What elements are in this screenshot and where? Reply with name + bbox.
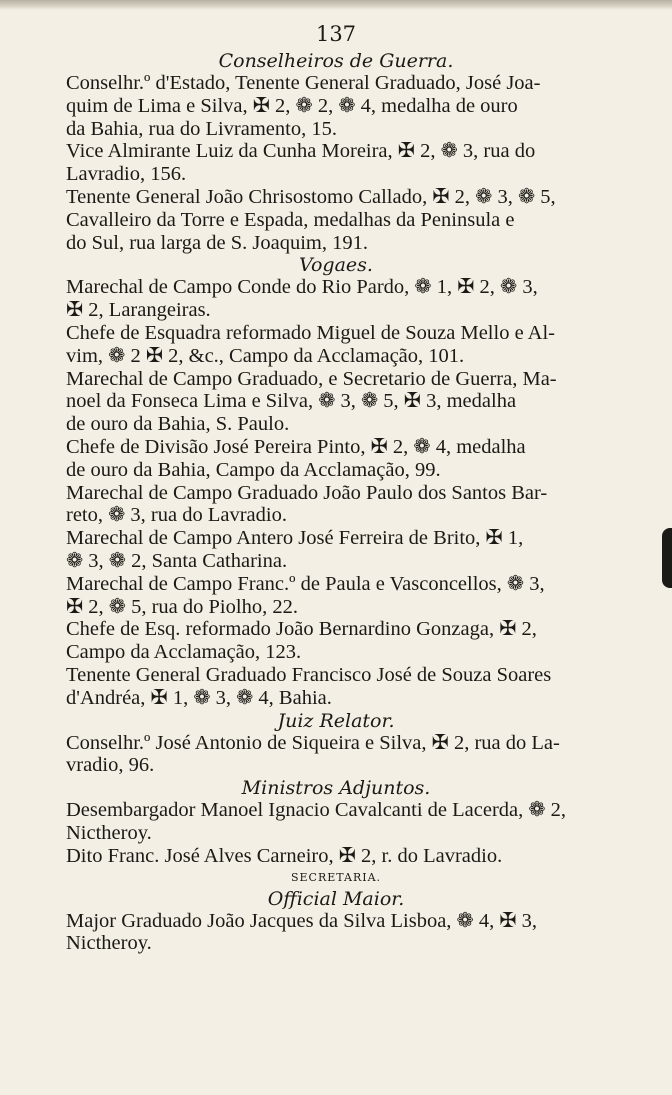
- entry-line: Marechal de Campo Graduado, e Secretario de Guerra, Ma-: [66, 367, 557, 390]
- entry-line: Chefe de Divisão José Pereira Pinto, ✠ 2, ❁ 4, medalha: [66, 435, 526, 458]
- directory-entry: [0, 322, 672, 368]
- section-heading: SECRETARIA.: [290, 870, 382, 884]
- entry-line: Marechal de Campo Antero José Ferreira de Brito, ✠ 1,: [66, 527, 524, 550]
- entry-line: reto, ❁ 3, rua do Lavradio.: [66, 504, 287, 527]
- directory-entry: [0, 910, 672, 956]
- directory-entry: [0, 845, 672, 868]
- entry-line: noel da Fonseca Lima e Silva, ❁ 3, ❁ 5, ✠ 3, medalha: [66, 390, 517, 413]
- entry-line: Nictheroy.: [66, 932, 152, 955]
- entry-line: vradio, 96.: [66, 754, 155, 777]
- entry-line: Conselhr.º José Antonio de Siqueira e Silva, ✠ 2, rua do La-: [66, 731, 560, 754]
- entry-line: Lavradio, 156.: [66, 163, 187, 186]
- entry-line: ✠ 2, ❁ 5, rua do Piolho, 22.: [66, 595, 298, 618]
- directory-entry: [0, 573, 672, 619]
- entry-line: de ouro da Bahia, Campo da Acclamação, 99.: [66, 458, 441, 481]
- section-heading: Ministros Adjuntos.: [241, 777, 431, 800]
- entry-line: vim, ❁ 2 ✠ 2, &c., Campo da Acclamação, 101.: [66, 344, 465, 367]
- directory-entry: [0, 618, 672, 664]
- page-number: 137: [315, 22, 357, 46]
- page-top-rule: [0, 0, 672, 10]
- entry-line: Cavalleiro da Torre e Espada, medalhas da Peninsula e: [66, 208, 515, 231]
- section-heading: Official Maior.: [267, 887, 405, 910]
- entry-line: Tenente General Graduado Francisco José de Souza Soares: [66, 663, 552, 686]
- entry-line: Chefe de Esq. reformado João Bernardino Gonzaga, ✠ 2,: [66, 618, 537, 641]
- section-heading: Conselheiros de Guerra.: [218, 50, 454, 72]
- directory-entry: [0, 664, 672, 710]
- directory-entry: [0, 436, 672, 482]
- entry-line: Major Graduado João Jacques da Silva Lisboa, ❁ 4, ✠ 3,: [66, 909, 538, 932]
- entry-line: Nictheroy.: [66, 821, 152, 844]
- section-heading: Juiz Relator.: [277, 709, 395, 732]
- directory-entry: [0, 482, 672, 528]
- entry-line: Desembargador Manoel Ignacio Cavalcanti de Lacerda, ❁ 2,: [66, 799, 567, 822]
- entry-line: Tenente General João Chrisostomo Callado, ✠ 2, ❁ 3, ❁ 5,: [66, 185, 556, 208]
- entry-line: ✠ 2, Larangeiras.: [66, 299, 211, 322]
- entry-line: quim de Lima e Silva, ✠ 2, ❁ 2, ❁ 4, medalha de ouro: [66, 94, 518, 117]
- entry-line: Chefe de Esquadra reformado Miguel de Souza Mello e Al-: [66, 321, 555, 344]
- directory-entry: [0, 276, 672, 322]
- directory-entry: [0, 72, 672, 140]
- entry-line: do Sul, rua larga de S. Joaquim, 191.: [66, 231, 368, 254]
- entry-line: ❁ 3, ❁ 2, Santa Catharina.: [66, 549, 288, 572]
- directory-entry: [0, 527, 672, 573]
- entry-line: de ouro da Bahia, S. Paulo.: [66, 413, 290, 436]
- entry-line: da Bahia, rua do Livramento, 15.: [66, 117, 337, 140]
- document-page: [0, 22, 672, 955]
- directory-entry: [0, 186, 672, 254]
- entry-line: Marechal de Campo Franc.º de Paula e Vasconcellos, ❁ 3,: [66, 572, 545, 595]
- entry-line: Dito Franc. José Alves Carneiro, ✠ 2, r. do Lavradio.: [66, 844, 503, 867]
- section-heading: Vogaes.: [299, 254, 373, 277]
- entry-line: Conselhr.º d'Estado, Tenente General Graduado, José Joa-: [66, 72, 541, 94]
- entry-line: Vice Almirante Luiz da Cunha Moreira, ✠ 2, ❁ 3, rua do: [66, 140, 536, 163]
- entry-line: d'Andréa, ✠ 1, ❁ 3, ❁ 4, Bahia.: [66, 686, 332, 709]
- sections-container: [0, 50, 672, 955]
- directory-entry: [0, 732, 672, 778]
- directory-entry: [0, 140, 672, 186]
- directory-entry: [0, 368, 672, 436]
- directory-entry: [0, 799, 672, 845]
- entry-line: Marechal de Campo Graduado João Paulo dos Santos Bar-: [66, 481, 548, 504]
- entry-line: Campo da Acclamação, 123.: [66, 641, 302, 664]
- entry-line: Marechal de Campo Conde do Rio Pardo, ❁ 1, ✠ 2, ❁ 3,: [66, 276, 538, 299]
